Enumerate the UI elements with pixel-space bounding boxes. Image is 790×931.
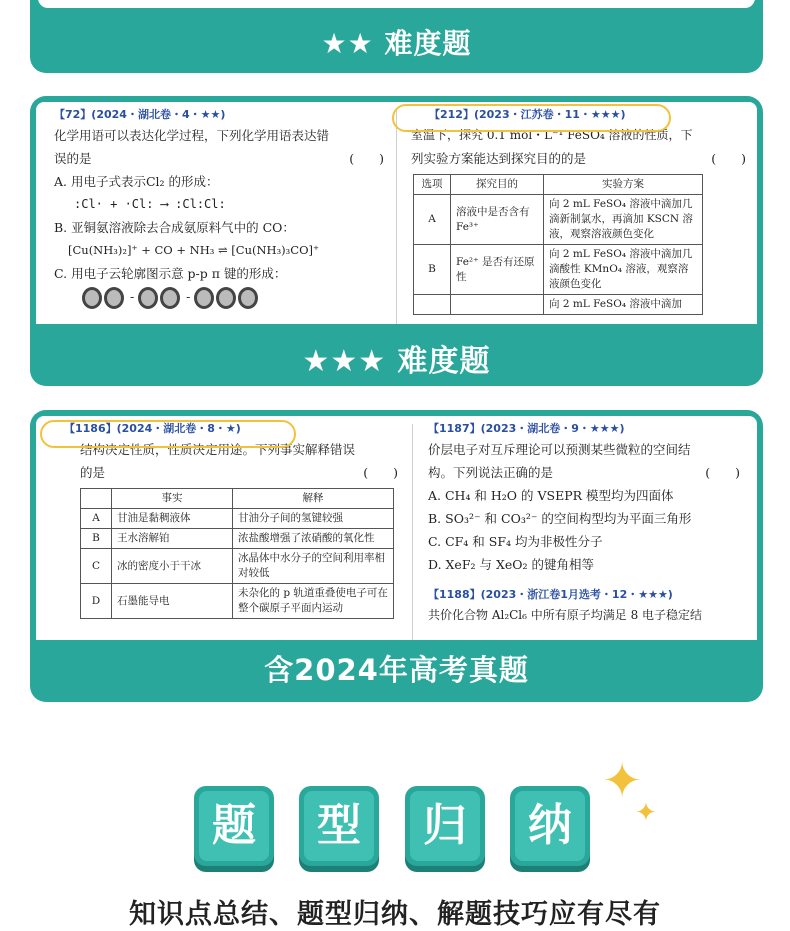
tile-xing: 型 xyxy=(299,786,379,866)
option-a: A. 用电子式表示Cl₂ 的形成： xyxy=(54,174,219,189)
highlight-oval xyxy=(40,420,296,448)
formula-b: [Cu(NH₃)₂]⁺ + CO + NH₃ ⇌ [Cu(NH₃)₃CO]⁺ xyxy=(68,243,320,257)
band-2024-exam xyxy=(30,410,763,702)
question-1187 xyxy=(428,416,746,627)
sparkle-small-icon: ✦ xyxy=(635,798,657,828)
table-header: 选项 探究目的 实验方案 xyxy=(414,175,703,195)
table-row: C 冰的密度小于干冰 冰晶体中水分子的空间利用率相对较低 xyxy=(81,549,394,584)
question-stem-2: 列实验方案能达到探究目的的是 ( ) xyxy=(411,151,746,166)
tile-na: 纳 xyxy=(510,786,590,866)
question-stem: 价层电子对互斥理论可以预测某些微粒的空间结 xyxy=(428,442,691,457)
band-difficulty-3 xyxy=(30,96,763,386)
question-212 xyxy=(411,102,746,315)
question-tag: 【1187】(2023・湖北卷・9・★★★) xyxy=(428,422,625,435)
table-row: B 王水溶解铂 浓盐酸增强了浓硝酸的氧化性 xyxy=(81,529,394,549)
question-72 xyxy=(54,102,384,309)
question-stem-2: 的是 ( ) xyxy=(80,465,398,480)
question-stem-1188: 共价化合物 Al₂Cl₆ 中所有原子均满足 8 电子稳定结 xyxy=(428,608,703,622)
option-c: C. CF₄ 和 SF₄ 均为非极性分子 xyxy=(428,534,603,549)
table-row: A 溶液中是否含有 Fe³⁺ 向 2 mL FeSO₄ 溶液中滴加几滴新制氯水，再滴加 KSCN 溶液，观察溶液颜色变化 xyxy=(414,195,703,245)
footer-slogan: 知识点总结、题型归纳、解题技巧应有尽有 xyxy=(129,899,661,930)
option-b: B. SO₃²⁻ 和 CO₃²⁻ 的空间构型均为平面三角形 xyxy=(428,511,692,526)
orbital-diagram: - - xyxy=(54,285,384,309)
question-stem: 结构决定性质，性质决定用途。下列事实解释错误 xyxy=(80,442,356,457)
question-stem: 化学用语可以表达化学过程，下列化学用语表达错 xyxy=(54,128,330,143)
question-stem: 室温下，探究 0.1 mol・L⁻¹ FeSO₄ 溶液的性质，下 xyxy=(411,128,693,142)
question-panel-2 xyxy=(36,416,757,640)
option-c: C. 用电子云轮廓图示意 p-p π 键的形成： xyxy=(54,266,287,281)
option-d: D. XeF₂ 与 XeO₂ 的键角相等 xyxy=(428,557,594,572)
question-stem-2: 构。下列说法正确的是 ( ) xyxy=(428,465,740,480)
table-row: B Fe²⁺ 是否有还原性 向 2 mL FeSO₄ 溶液中滴加几滴酸性 KMnO₄ 溶液，观察溶液颜色变化 xyxy=(414,245,703,295)
band-title: 含2024年高考真题 xyxy=(264,653,529,687)
sparkle-icon: ✦ xyxy=(602,753,643,809)
table-header: 事实 解释 xyxy=(81,489,394,509)
table-row: A 甘油是黏稠液体 甘油分子间的氢键较强 xyxy=(81,509,394,529)
table-row: 向 2 mL FeSO₄ 溶液中滴加 xyxy=(414,295,703,315)
option-b: B. 亚铜氨溶液除去合成氨原料气中的 CO： xyxy=(54,220,295,235)
question-tag-1188: 【1188】(2023・浙江卷1月选考・12・★★★) xyxy=(428,588,673,601)
tile-gui: 归 xyxy=(405,786,485,866)
band-title: ★★★ 难度题 xyxy=(302,344,491,379)
question-stem-2: 误的是 ( ) xyxy=(54,151,384,166)
tile-ti: 题 xyxy=(194,786,274,866)
question-tag: 【72】(2024・湖北卷・4・★★) xyxy=(54,108,226,121)
question-tag: 【1186】(2024・湖北卷・8・★) xyxy=(64,422,241,435)
option-a: A. CH₄ 和 H₂O 的 VSEPR 模型均为四面体 xyxy=(428,488,674,503)
fact-table xyxy=(80,488,394,619)
experiment-table xyxy=(413,174,703,315)
band-title: ★★ 难度题 xyxy=(321,27,472,60)
question-panel-1 xyxy=(36,102,757,324)
band-top-paper xyxy=(38,0,755,8)
band-difficulty-2 xyxy=(30,0,763,73)
question-tag: 【212】(2023・江苏卷・11・★★★) xyxy=(429,108,626,121)
table-row: D 石墨能导电 未杂化的 p 轨道重叠使电子可在整个碳原子平面内运动 xyxy=(81,584,394,619)
highlight-oval xyxy=(392,104,671,132)
formula-a: :Cl· + ·Cl: ⟶ :Cl:Cl: xyxy=(74,197,226,211)
